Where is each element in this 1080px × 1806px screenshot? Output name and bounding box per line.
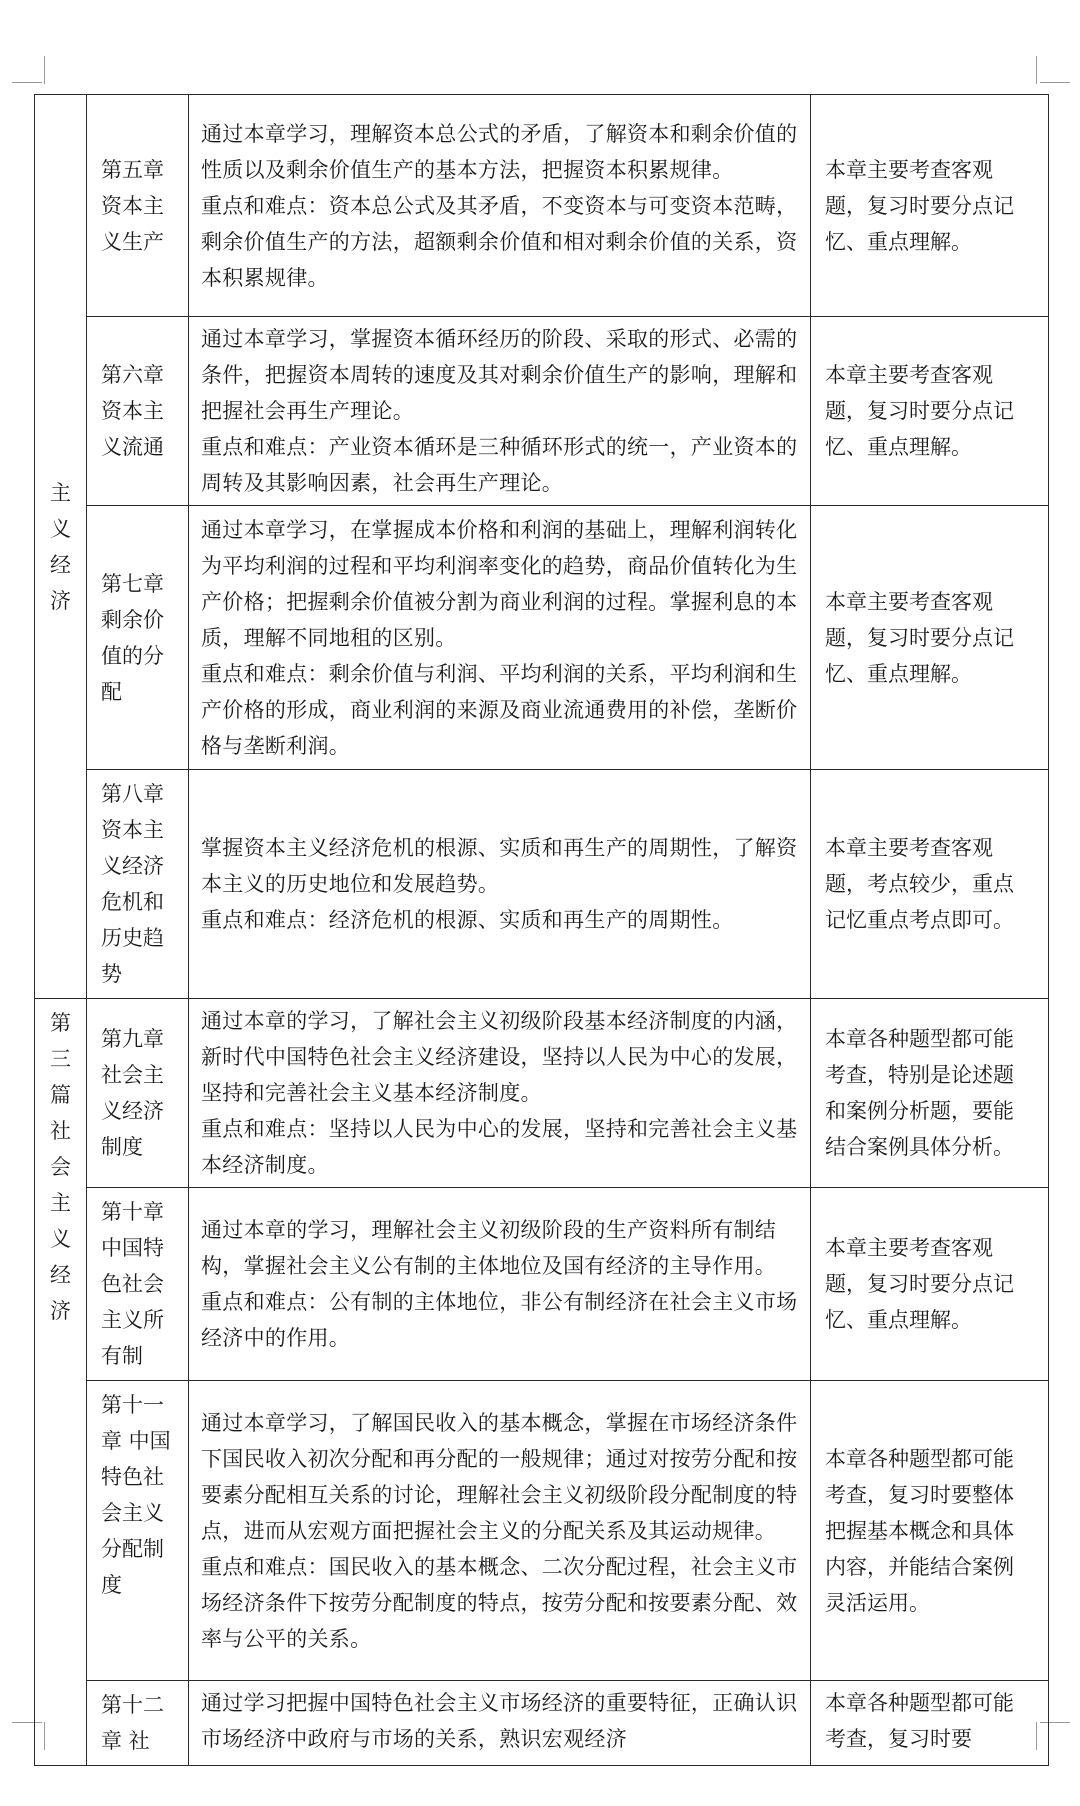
exam-note: 本章各种题型都可能考查，特别是论述题和案例分析题，要能结合案例具体分析。 [825, 1027, 1014, 1159]
chapter-title: 第六章资本主义流通 [101, 363, 164, 459]
content-cell [189, 95, 811, 317]
chapter-cell [87, 770, 189, 999]
part-label-cell [35, 95, 87, 999]
chapter-title: 第八章资本主义经济危机和历史趋势 [101, 782, 164, 986]
chapter-title: 第十二章 社 [101, 1693, 164, 1753]
key-points-text: 重点和难点：经济危机的根源、实质和再生产的周期性。 [201, 908, 734, 932]
chapter-cell [87, 1188, 189, 1381]
exam-note: 本章各种题型都可能考查，复习时要整体把握基本概念和具体内容，并能结合案例灵活运用。 [825, 1446, 1014, 1615]
crop-mark-top-left-h [12, 82, 42, 83]
chapter-title: 第十一章 中国特色社会主义分配制度 [101, 1393, 171, 1597]
exam-note: 本章主要考查客观题，复习时要分点记忆、重点理解。 [825, 363, 1014, 459]
chapter-cell [87, 1681, 189, 1766]
key-points-text: 重点和难点：剩余价值与利润、平均利润的关系，平均利润和生产价格的形成，商业利润的来源及商业流通费用的补偿，垄断价格与垄断利润。 [201, 661, 798, 758]
exam-note-cell [811, 317, 1049, 506]
objective-text: 通过本章学习，掌握资本循环经历的阶段、采取的形式、必需的条件，把握资本周转的速度及其对剩余价值生产的影响，理解和把握社会再生产理论。 [201, 327, 798, 423]
objective-text: 通过本章学习，在掌握成本价格和利润的基础上，理解利润转化为平均利润的过程和平均利润率变化的趋势，商品价值转化为生产价格；把握剩余价值被分割为商业利润的过程。掌握利息的本质，理解不同地租的区别。 [201, 517, 798, 650]
chapter-cell [87, 317, 189, 506]
crop-mark-top-right-v [1036, 56, 1037, 84]
content-cell [189, 1381, 811, 1681]
crop-mark-top-right-h [1040, 82, 1070, 83]
exam-note: 本章主要考查客观题，复习时要分点记忆、重点理解。 [825, 157, 1014, 254]
key-points-text: 重点和难点：资本总公式及其矛盾，不变资本与可变资本范畴，剩余价值生产的方法，超额剩余价值和相对剩余价值的关系，资本积累规律。 [201, 193, 798, 290]
chapter-cell [87, 999, 189, 1188]
study-plan-table [34, 94, 1049, 1766]
objective-text: 掌握资本主义经济危机的根源、实质和再生产的周期性，了解资本主义的历史地位和发展趋势。 [201, 836, 798, 896]
content-cell [189, 1188, 811, 1381]
key-points-text: 重点和难点：坚持以人民为中心的发展，坚持和完善社会主义基本经济制度。 [201, 1117, 798, 1177]
content-cell [189, 999, 811, 1188]
key-points-text: 重点和难点：国民收入的基本概念、二次分配过程，社会主义市场经济条件下按劳分配制度的特点，按劳分配和按要素分配、效率与公平的关系。 [201, 1554, 798, 1651]
exam-note: 本章主要考查客观题，考点较少，重点记忆重点考点即可。 [825, 836, 1014, 932]
chapter-title: 第十章中国特色社会主义所有制 [101, 1200, 164, 1368]
exam-note-cell [811, 1681, 1049, 1766]
content-cell [189, 770, 811, 999]
part-label-cell [35, 999, 87, 1766]
exam-note-cell [811, 506, 1049, 770]
table-row [35, 999, 1049, 1188]
objective-text: 通过本章的学习，了解社会主义初级阶段基本经济制度的内涵，新时代中国特色社会主义经济建设，坚持以人民为中心的发展，坚持和完善社会主义基本经济制度。 [201, 1009, 798, 1105]
part-label: 主义经济 [50, 480, 71, 613]
chapter-cell [87, 95, 189, 317]
exam-note-cell [811, 999, 1049, 1188]
objective-text: 通过本章学习，了解国民收入的基本概念，掌握在市场经济条件下国民收入初次分配和再分配的一般规律；通过对按劳分配和按要素分配相互关系的讨论，理解社会主义初级阶段分配制度的特点，进而从宏观方面把握社会主义的分配关系及其运动规律。 [201, 1410, 798, 1543]
table-row [35, 1188, 1049, 1381]
content-cell [189, 506, 811, 770]
exam-note-cell [811, 1188, 1049, 1381]
content-cell [189, 317, 811, 506]
exam-note-cell [811, 1381, 1049, 1681]
content-cell [189, 1681, 811, 1766]
chapter-cell [87, 506, 189, 770]
table-row [35, 1681, 1049, 1766]
table-row [35, 317, 1049, 506]
key-points-text: 重点和难点：公有制的主体地位，非公有制经济在社会主义市场经济中的作用。 [201, 1290, 798, 1350]
table-row [35, 1381, 1049, 1681]
crop-mark-top-left-v [44, 56, 45, 84]
table-row [35, 506, 1049, 770]
objective-text: 通过本章学习，理解资本总公式的矛盾，了解资本和剩余价值的性质以及剩余价值生产的基本方法，把握资本积累规律。 [201, 121, 798, 182]
table-row [35, 95, 1049, 317]
exam-note-cell [811, 95, 1049, 317]
chapter-cell [87, 1381, 189, 1681]
key-points-text: 重点和难点：产业资本循环是三种循环形式的统一，产业资本的周转及其影响因素，社会再生产理论。 [201, 435, 798, 495]
part-label: 第三篇社会主义经济 [50, 1011, 71, 1323]
exam-note: 本章主要考查客观题，复习时要分点记忆、重点理解。 [825, 589, 1014, 686]
exam-note-cell [811, 770, 1049, 999]
exam-note: 本章各种题型都可能考查，复习时要 [825, 1691, 1014, 1751]
objective-text: 通过学习把握中国特色社会主义市场经济的重要特征，正确认识市场经济中政府与市场的关系，熟识宏观经济 [201, 1691, 798, 1751]
chapter-title: 第七章剩余价值的分配 [101, 571, 164, 704]
objective-text: 通过本章的学习，理解社会主义初级阶段的生产资料所有制结构，掌握社会主义公有制的主体地位及国有经济的主导作用。 [201, 1218, 777, 1278]
exam-note: 本章主要考查客观题，复习时要分点记忆、重点理解。 [825, 1236, 1014, 1332]
chapter-title: 第五章资本主义生产 [101, 157, 164, 254]
chapter-title: 第九章社会主义经济制度 [101, 1027, 164, 1159]
table-row [35, 770, 1049, 999]
